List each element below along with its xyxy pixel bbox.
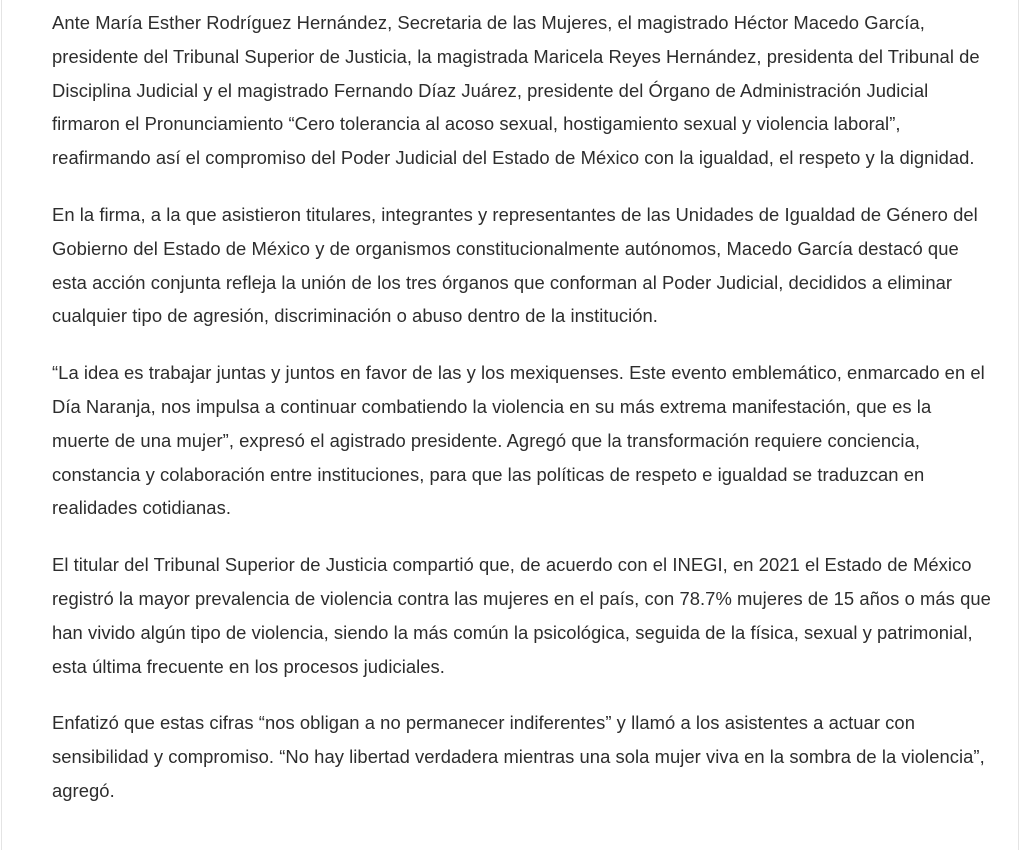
right-border — [1018, 0, 1019, 850]
article-paragraph: Ante María Esther Rodríguez Hernández, Secretaria de las Mujeres, el magistrado Héctor Macedo García, presidente del Tribunal Superior de Justicia, la magistrada Maricela Reyes Hernández, presidenta del Tribunal de Disciplina Judicial y el magistrado Fernando Díaz Juárez, presidente del Órgano de Administración Judicial firmaron el Pronunciamiento “Cero tolerancia al acoso sexual, hostigamiento sexual y violencia laboral”, reafirmando así el compromiso del Poder Judicial del Estado de México con la igualdad, el respeto y la dignidad. — [52, 12, 980, 169]
article-paragraph: En la firma, a la que asistieron titulares, integrantes y representantes de las Unidades de Igualdad de Género del Gobierno del Estado de México y de organismos constitucionalmente autónomos, Macedo García destacó que esta acción conjunta refleja la unión de los tres órganos que conforman al Poder Judicial, decididos a eliminar cualquier tipo de agresión, discriminación o abuso dentro de la institución. — [52, 203, 978, 327]
article-body — [52, 6, 992, 831]
article-paragraph: “La idea es trabajar juntas y juntos en favor de las y los mexiquenses. Este evento emblemático, enmarcado en el Día Naranja, nos impulsa a continuar combatiendo la violencia en su más extrema manifestación, que es la muerte de una mujer”, expresó el agistrado presidente. Agregó que la transformación requiere conciencia, constancia y colaboración entre instituciones, para que las políticas de respeto e igualdad se traduzcan en realidades cotidianas. — [52, 362, 985, 519]
article-paragraph: Enfatizó que estas cifras “nos obligan a no permanecer indiferentes” y llamó a los asistentes a actuar con sensibilidad y compromiso. “No hay libertad verdadera mientras una sola mujer viva en la sombra de la violencia”, agregó. — [52, 712, 985, 801]
left-border — [1, 0, 2, 850]
article-paragraph: El titular del Tribunal Superior de Justicia compartió que, de acuerdo con el INEGI, en 2021 el Estado de México registró la mayor prevalencia de violencia contra las mujeres en el país, con 78.7% mujeres de 15 años o más que han vivido algún tipo de violencia, siendo la más común la psicológica, seguida de la física, sexual y patrimonial, esta última frecuente en los procesos judiciales. — [52, 554, 991, 677]
